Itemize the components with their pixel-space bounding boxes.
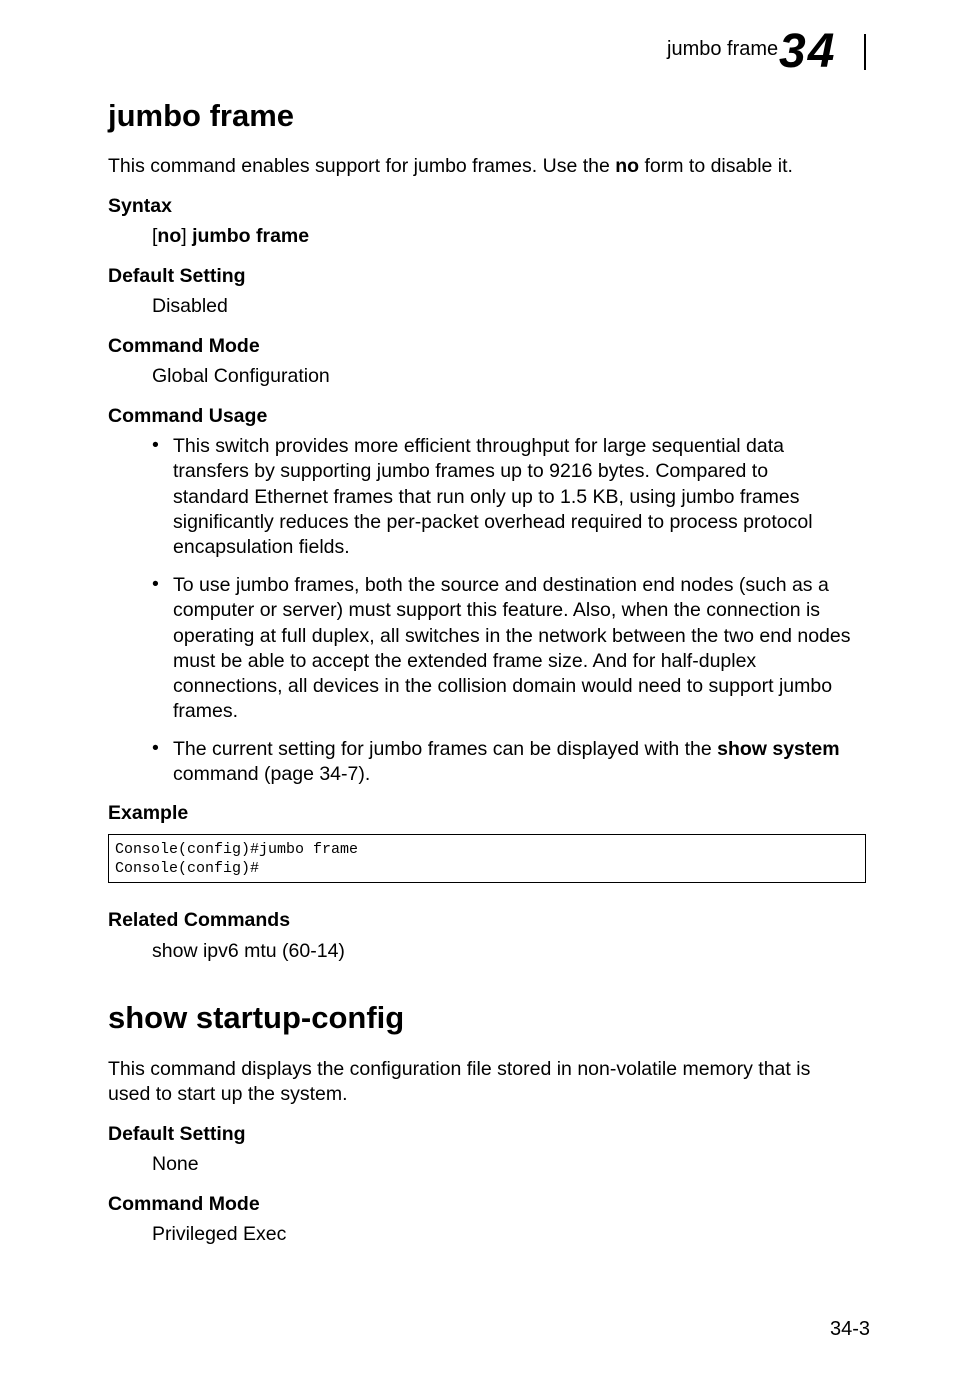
startup-mode-heading: Command Mode xyxy=(108,1193,260,1215)
usage-line: computer or server) must support this feature. Also, when the connection is xyxy=(173,599,821,622)
code-line: Console(config)# xyxy=(115,860,260,877)
jumbo-intro xyxy=(108,154,793,179)
usage3-command: show system xyxy=(717,738,840,760)
command-mode-value: Global Configuration xyxy=(152,365,330,387)
usage-line xyxy=(173,737,873,762)
section-title-show-startup-config: show startup-config xyxy=(108,1000,405,1035)
syntax-line xyxy=(152,224,309,249)
jumbo-intro-before: This command enables support for jumbo frames. Use the xyxy=(108,155,616,177)
bullet-marker: • xyxy=(152,573,159,595)
jumbo-intro-keyword: no xyxy=(615,155,640,177)
startup-mode-value: Privileged Exec xyxy=(152,1223,287,1245)
page-number: 34-3 xyxy=(830,1318,871,1340)
example-code-block xyxy=(108,834,866,883)
syntax-heading: Syntax xyxy=(108,195,172,217)
usage-line: frames. xyxy=(173,700,239,723)
usage-line: To use jumbo frames, both the source and destination end nodes (such as a xyxy=(173,574,829,596)
syntax-close-bracket: ] xyxy=(181,225,193,247)
startup-default-heading: Default Setting xyxy=(108,1123,246,1145)
bullet-marker: • xyxy=(152,434,159,456)
default-setting-heading: Default Setting xyxy=(108,265,246,287)
bullet-marker: • xyxy=(152,737,159,759)
chapter-number: 34 xyxy=(779,25,837,78)
section-title-jumbo-frame: jumbo frame xyxy=(108,98,295,133)
related-commands-heading: Related Commands xyxy=(108,909,291,931)
related-command-link[interactable]: show ipv6 mtu (60-14) xyxy=(152,940,345,962)
usage-line: standard Ethernet frames that run only up to 1.5 KB, using jumbo frames xyxy=(173,485,800,508)
usage-line: This switch provides more efficient throughput for large sequential data xyxy=(173,435,784,457)
usage-item-3 xyxy=(173,737,873,788)
syntax-open-bracket: [ xyxy=(152,225,158,247)
usage-item-1 xyxy=(173,434,873,560)
usage-line: significantly reduces the per-packet overhead required to process protocol xyxy=(173,510,813,533)
syntax-command: jumbo frame xyxy=(192,225,310,247)
command-usage-heading: Command Usage xyxy=(108,405,268,427)
startup-intro-line: used to start up the system. xyxy=(108,1083,348,1105)
code-line: Console(config)#jumbo frame xyxy=(115,841,359,858)
usage-line: command (page 34-7). xyxy=(173,763,371,786)
chapter-rule xyxy=(864,34,866,70)
usage-line: must be able to accept the extended frame size. And for half-duplex xyxy=(173,649,757,672)
default-setting-value: Disabled xyxy=(152,295,228,317)
startup-intro-line: This command displays the configuration file stored in non-volatile memory that is xyxy=(108,1058,811,1080)
usage-line: connections, all devices in the collision domain would need to support jumbo xyxy=(173,675,833,698)
usage-line: operating at full duplex, all switches in the network between the two end nodes xyxy=(173,624,851,647)
jumbo-intro-after: form to disable it. xyxy=(639,155,793,177)
usage-item-2 xyxy=(173,573,873,725)
usage-line: encapsulation fields. xyxy=(173,536,350,559)
syntax-no-keyword: no xyxy=(157,225,182,247)
usage3-text: The current setting for jumbo frames can be displayed with the xyxy=(173,738,718,760)
startup-intro xyxy=(108,1057,868,1107)
usage-line: transfers by supporting jumbo frames up to 9216 bytes. Compared to xyxy=(173,460,769,483)
example-heading: Example xyxy=(108,802,189,824)
running-header-title: jumbo frame xyxy=(667,38,779,60)
startup-default-value: None xyxy=(152,1153,199,1175)
command-mode-heading: Command Mode xyxy=(108,335,260,357)
